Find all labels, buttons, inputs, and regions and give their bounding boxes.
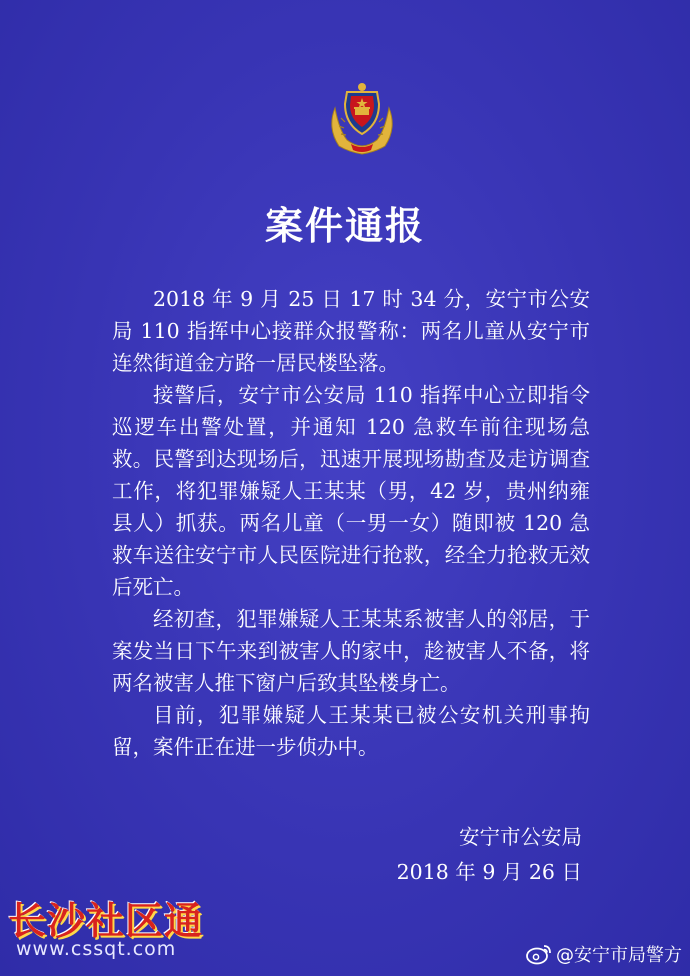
paragraph-2: 接警后，安宁市公安局 110 指挥中心立即指令巡逻车出警处置，并通知 120 急救车前往现场急救。民警到达现场后，迅速开展现场勘查及走访调查工作，将犯罪嫌疑人王某某（男，42 岁，贵州纳雍县人）抓获。两名儿童（一男一女）随即被 120 急救车送往安宁市人民医院进行抢救，经全力抢救无效后死亡。 (112, 383, 590, 599)
notice-title: 案件通报 (264, 204, 425, 248)
police-emblem-icon (325, 78, 399, 158)
watermark-url: www.cssqt.com (16, 938, 177, 960)
weibo-icon (526, 943, 552, 965)
paragraph-4: 目前，犯罪嫌疑人王某某已被公安机关刑事拘留，案件正在进一步侦办中。 (112, 703, 590, 759)
weibo-handle-tag[interactable] (526, 941, 682, 967)
signature-block (397, 820, 582, 890)
issue-date: 2018 年 9 月 26 日 (396, 860, 582, 884)
paragraph-3: 经初查，犯罪嫌疑人王某某系被害人的邻居，于案发当日下午来到被害人的家中，趁被害人不备，将两名被害人推下窗户后致其坠楼身亡。 (112, 607, 590, 695)
notice-body (112, 283, 590, 763)
issuing-organization: 安宁市公安局 (459, 825, 582, 849)
weibo-handle: @安宁市局警方 (556, 945, 682, 966)
watermark-logo-text: 长沙社区通 (8, 899, 204, 943)
paragraph-1: 2018 年 9 月 25 日 17 时 34 分，安宁市公安局 110 指挥中心接群众报警称：两名儿童从安宁市连然街道金方路一居民楼坠落。 (112, 287, 590, 375)
